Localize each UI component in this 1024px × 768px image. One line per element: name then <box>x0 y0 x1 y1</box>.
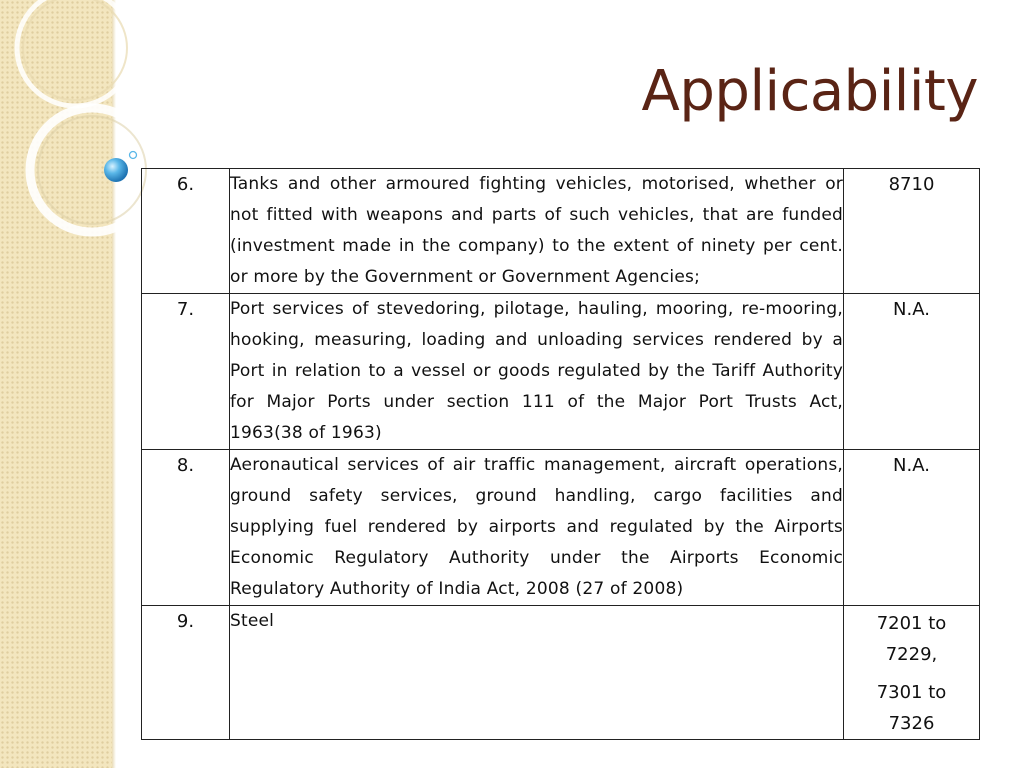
row-code: N.A. <box>844 294 980 450</box>
row-number: 8. <box>142 450 230 606</box>
row-code-line: 7301 to <box>876 682 947 703</box>
row-description: Aeronautical services of air traffic management, aircraft operations, ground safety services, ground handling, cargo facilities and supplying fuel rendered by airports and regulated by the Airports Economic Regulatory Authority under the Airports Economic Regulatory Authority of India Act, 2008 (27 of 2008) <box>230 450 844 606</box>
row-description: Port services of stevedoring, pilotage, hauling, mooring, re-mooring, hooking, measuring, loading and unloading services rendered by a Port in relation to a vessel or goods regulated by the Tariff Authority for Major Ports under section 111 of the Major Port Trusts Act, 1963(38 of 1963) <box>230 294 844 450</box>
row-code: 8710 <box>844 169 980 294</box>
table-row <box>142 450 980 606</box>
row-code-line: 7326 <box>888 713 935 734</box>
row-description: Steel <box>230 606 844 740</box>
row-description: Tanks and other armoured fighting vehicles, motorised, whether or not fitted with weapons and parts of such vehicles, that are funded (investment made in the company) to the extent of ninety per cent. or more by the Government or Government Agencies; <box>230 169 844 294</box>
row-number: 9. <box>142 606 230 740</box>
row-code-line: 7201 to <box>876 613 947 634</box>
table-row <box>142 294 980 450</box>
row-code <box>844 606 980 740</box>
table-row <box>142 169 980 294</box>
row-code: N.A. <box>844 450 980 606</box>
row-number: 7. <box>142 294 230 450</box>
row-code-spacer <box>844 670 979 677</box>
row-code-line: 7229, <box>885 644 938 665</box>
table-row <box>142 606 980 740</box>
applicability-table <box>141 168 980 740</box>
row-number: 6. <box>142 169 230 294</box>
slide-title: Applicability <box>641 59 978 124</box>
